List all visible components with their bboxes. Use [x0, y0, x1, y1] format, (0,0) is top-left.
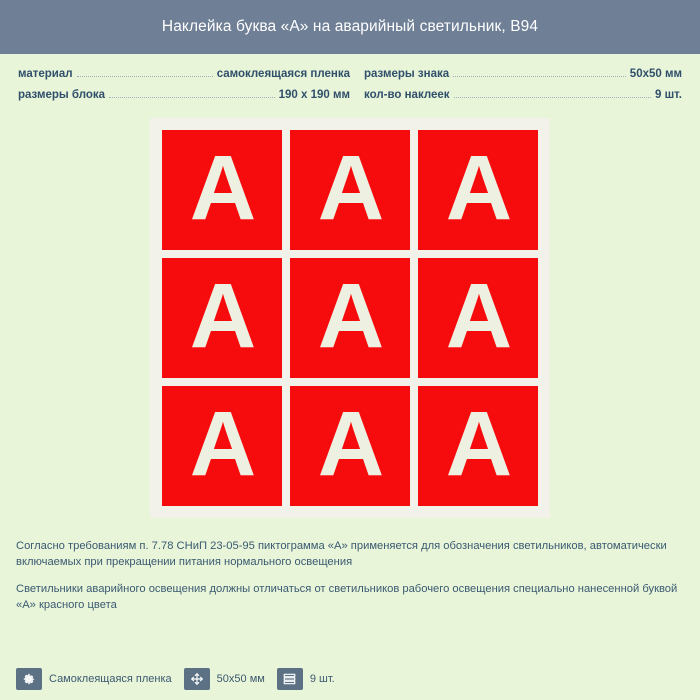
product-image-area	[0, 118, 700, 518]
gear-icon	[16, 668, 42, 690]
sticker-letter: A	[317, 137, 383, 239]
sticker-tile	[290, 386, 410, 506]
sticker-letter: A	[189, 265, 255, 367]
chip-label: Самоклеящаяся пленка	[49, 673, 172, 685]
spec-dotted-leader	[77, 69, 213, 77]
sticker-tile	[290, 130, 410, 250]
sticker-tile	[162, 258, 282, 378]
spec-row	[364, 68, 682, 80]
spec-value: 9 шт.	[655, 89, 682, 101]
spec-dotted-leader	[454, 90, 651, 98]
spec-label: размеры блока	[18, 89, 106, 101]
spec-dotted-leader	[453, 69, 626, 77]
spec-dotted-leader	[109, 90, 275, 98]
sticker-tile	[418, 258, 538, 378]
sticker-letter: A	[445, 265, 511, 367]
sticker-tile	[162, 130, 282, 250]
sticker-tile	[418, 130, 538, 250]
chip-material	[16, 668, 172, 690]
chip-label: 50x50 мм	[216, 673, 265, 685]
note-text: Согласно требованиям п. 7.78 СНиП 23-05-95 пиктограмма «А» применяется для обозначения светильников, автоматически включаемых при прекращении питания нормального освещения	[16, 540, 667, 569]
sticker-letter: A	[445, 393, 511, 495]
note-text: Светильники аварийного освещения должны отличаться от светильников рабочего освещения специально нанесенной буквой «А» красного цвета	[16, 583, 678, 612]
footer-chips	[0, 658, 700, 700]
header-bar	[0, 0, 700, 54]
sticker-sheet	[150, 118, 550, 518]
spec-row	[18, 89, 350, 101]
spec-label: кол-во наклеек	[364, 89, 450, 101]
specs-block	[0, 54, 700, 116]
spec-row	[18, 68, 350, 80]
spec-label: размеры знака	[364, 68, 450, 80]
sticker-letter: A	[189, 393, 255, 495]
spec-value: 190 х 190 мм	[278, 89, 350, 101]
spec-row	[364, 89, 682, 101]
sticker-tile	[290, 258, 410, 378]
specs-column-left	[18, 68, 350, 110]
spec-value: 50x50 мм	[629, 68, 682, 80]
sticker-tile	[418, 386, 538, 506]
sticker-letter: A	[189, 137, 255, 239]
arrows-resize-icon	[184, 668, 210, 690]
specs-column-right	[350, 68, 682, 110]
spec-label: материал	[18, 68, 73, 80]
chip-label: 9 шт.	[309, 673, 335, 685]
sticker-letter: A	[317, 265, 383, 367]
notes-block	[0, 518, 700, 614]
sticker-tile	[162, 386, 282, 506]
stack-icon	[277, 668, 303, 690]
page-title: Наклейка буква «А» на аварийный светильник, B94	[161, 18, 539, 35]
chip-quantity	[277, 668, 335, 690]
sticker-letter: A	[317, 393, 383, 495]
sticker-letter: A	[445, 137, 511, 239]
chip-size	[184, 668, 265, 690]
spec-value: самоклеящаяся пленка	[216, 68, 350, 80]
